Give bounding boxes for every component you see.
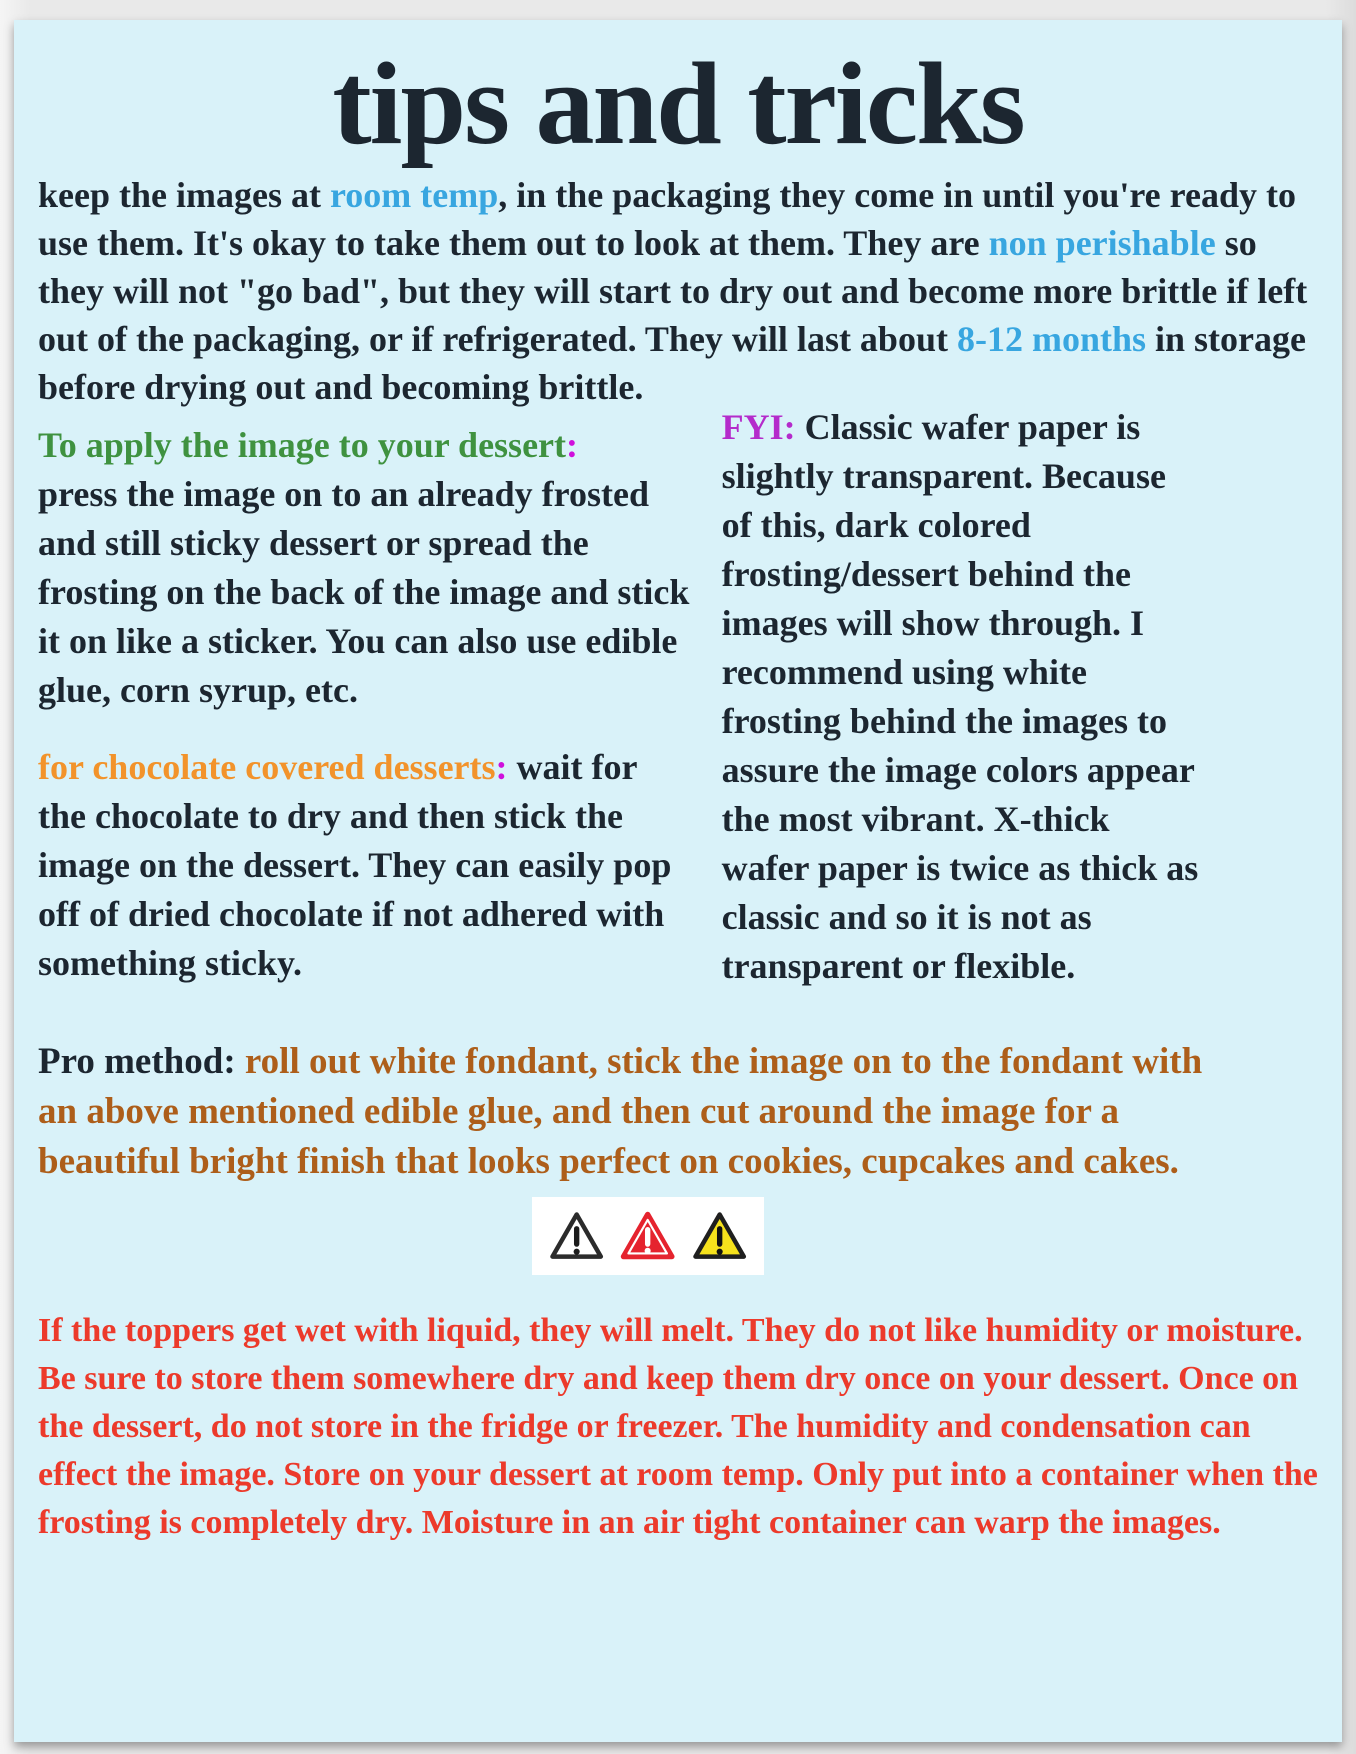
warning-triangle-red-icon [619, 1207, 676, 1265]
warning-triangle-outline-icon [548, 1207, 605, 1265]
right-column [704, 403, 1318, 991]
fyi-paragraph: FYI: Classic wafer paper is slightly transparent. Because of this, dark colored frosting/dessert behind the images will show through. I recommend using white frosting behind the images to assure the image colors appear the most vibrant. X-thick wafer paper is twice as thick as classic and so it is not as transparent or flexible. [721, 407, 1199, 987]
chocolate-desserts-paragraph: for chocolate covered desserts: wait for the chocolate to dry and then stick the image on the dessert. They can easily pop off of dried chocolate if not adhered with something sticky. [38, 747, 672, 984]
warning-triangle-yellow-icon [691, 1207, 748, 1265]
moisture-warning-paragraph: If the toppers get wet with liquid, they will melt. They do not like humidity or moisture. Be sure to store them somewhere dry and keep them dry once on your dessert. Once on the dessert, do not store in the fridge or freezer. The humidity and condensation can effect the image. Store on your dessert at room temp. Only put into a container when the frosting is completely dry. Moisture in an air tight container can warp the images. [38, 1312, 1318, 1542]
left-column [38, 421, 704, 991]
apply-instructions-paragraph: To apply the image to your dessert: press the image on to an already frosted and still sticky dessert or spread the frosting on the back of the image and stick it on like a sticker. You can also use edible glue, corn syrup, etc. [38, 425, 690, 711]
page-title: tips and tricks [332, 38, 1024, 169]
two-column-section [38, 407, 1318, 991]
warning-icons-strip [532, 1197, 764, 1275]
pro-method-paragraph: Pro method: roll out white fondant, stick the image on to the fondant with an above mentioned edible glue, and then cut around the image for a beautiful bright finish that looks perfect on cookies, cupcakes and cakes. [38, 1041, 1203, 1183]
intro-paragraph: keep the images at room temp, in the packaging they come in until you're ready to use them. It's okay to take them out to look at them. They are non perishable so they will not "go bad", but they will start to dry out and become more brittle if left out of the packaging, or if refrigerated. They will last about 8-12 months in storage before drying out and becoming brittle. [38, 175, 1308, 408]
tips-card [14, 20, 1342, 1742]
